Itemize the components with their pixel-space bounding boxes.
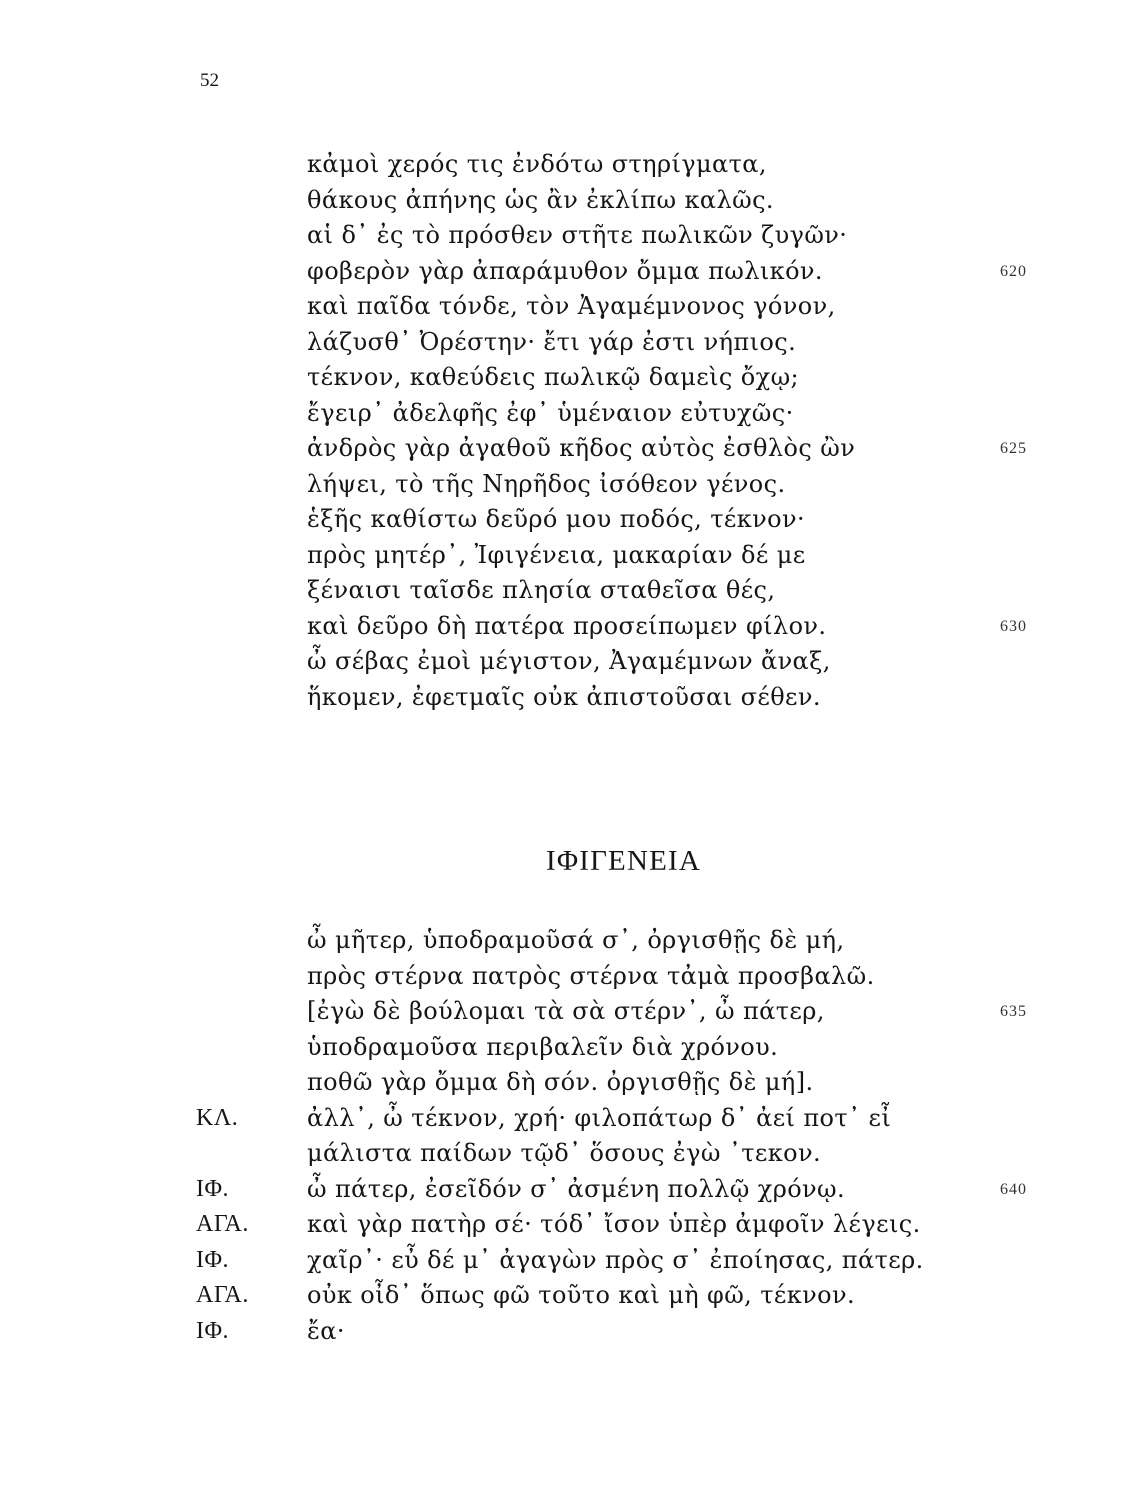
verse-line [0,680,1137,716]
verse-line [0,1136,1137,1172]
verse-text: ἀνδρὸς γὰρ ἀγαθοῦ κῆδος αὐτὸς ἐσθλὸς ὢν [307,434,856,462]
verse-text: πρὸς μητέρ᾽, Ἰφιγένεια, μακαρίαν δέ με [307,540,806,569]
verse-line [0,609,1137,645]
speaker-label: ΙΦ. [196,1175,230,1202]
speaker-label: ΑΓΑ. [196,1211,249,1237]
verse-block-dialogue [0,923,1137,1349]
verse-line [0,538,1137,574]
verse-text: οὐκ οἶδ᾽ ὅπως φῶ τοῦτο καὶ μὴ φῶ, τέκνον. [307,1281,855,1309]
line-number: 620 [1000,262,1027,280]
verse-line [0,1030,1137,1066]
verse-line [0,994,1137,1030]
verse-block-chorus [0,147,1137,715]
verse-line [0,923,1137,959]
verse-line [0,467,1137,503]
speaker-heading: ΙΦΙΓΕΝΕΙΑ [545,845,702,877]
speaker-label: ΙΦ. [196,1246,230,1273]
speaker-label: ΑΓΑ. [196,1282,249,1308]
verse-text: ἑξῆς καθίστω δεῦρό μου ποδός, τέκνον· [307,505,805,533]
verse-text: ἥκομεν, ἐφετμαῖς οὐκ ἀπιστοῦσαι σέθεν. [307,682,821,711]
verse-line [0,431,1137,467]
verse-line [0,254,1137,290]
verse-line [0,218,1137,254]
verse-line [0,1314,1137,1350]
verse-line [0,1172,1137,1208]
verse-line [0,325,1137,361]
verse-text: [ἐγὼ δὲ βούλομαι τὰ σὰ στέρν᾽, ὦ πάτερ, [307,997,825,1025]
verse-text: αἱ δ᾽ ἐς τὸ πρόσθεν στῆτε πωλικῶν ζυγῶν· [307,221,848,249]
verse-line [0,289,1137,325]
verse-text: φοβερὸν γὰρ ἀπαράμυθον ὄμμα πωλικόν. [307,256,823,285]
verse-text: τέκνον, καθεύδεις πωλικῷ δαμεὶς ὄχῳ; [307,363,800,391]
verse-text: θάκους ἀπήνης ὡς ἂν ἐκλίπω καλῶς. [307,185,774,214]
verse-line [0,644,1137,680]
verse-line [0,360,1137,396]
verse-line [0,1207,1137,1243]
line-number: 625 [1000,440,1027,457]
speaker-label: ΙΦ. [196,1317,230,1344]
verse-text: ἀλλ᾽, ὦ τέκνον, χρή· φιλοπάτωρ δ᾽ ἀεί ποτ᾽ εἶ [307,1103,892,1132]
verse-line [0,959,1137,995]
line-number: 640 [1000,1180,1027,1198]
verse-text: ἔα· [307,1316,345,1345]
speaker-label: ΚΛ. [196,1104,239,1131]
verse-text: ξέναισι ταῖσδε πλησία σταθεῖσα θές, [307,576,776,604]
verse-text: κἀμοὶ χερός τις ἐνδότω στηρίγματα, [307,150,767,178]
verse-line [0,1243,1137,1279]
verse-text: καὶ παῖδα τόνδε, τὸν Ἀγαμέμνονος γόνον, [307,292,836,320]
verse-text: λάζυσθ᾽ Ὀρέστην· ἔτι γάρ ἐστι νήπιος. [307,327,797,356]
verse-line [0,573,1137,609]
verse-text: ὑποδραμοῦσα περιβαλεῖν διὰ χρόνου. [307,1032,779,1061]
verse-text: ποθῶ γὰρ ὄμμα δὴ σόν. ὀργισθῇς δὲ μή]. [307,1068,814,1096]
verse-line [0,1065,1137,1101]
verse-line [0,396,1137,432]
verse-line [0,502,1137,538]
page-number: 52 [200,70,219,91]
verse-text: ὦ μῆτερ, ὑποδραμοῦσά σ᾽, ὀργισθῇς δὲ μή, [307,926,845,954]
verse-line [0,1278,1137,1314]
verse-text: μάλιστα παίδων τῷδ᾽ ὅσους ἐγὼ ᾽τεκον. [307,1139,822,1167]
verse-line [0,1101,1137,1137]
line-number: 635 [1000,1003,1027,1020]
verse-text: καὶ γὰρ πατὴρ σέ· τόδ᾽ ἴσον ὑπὲρ ἀμφοῖν λέγεις. [307,1210,921,1238]
verse-text: λήψει, τὸ τῆς Νηρῆδος ἰσόθεον γένος. [307,469,786,498]
verse-text: χαῖρ᾽· εὖ δέ μ᾽ ἀγαγὼν πρὸς σ᾽ ἐποίησας, πάτερ. [307,1245,924,1274]
verse-line [0,183,1137,219]
line-number: 630 [1000,617,1027,635]
verse-text: πρὸς στέρνα πατρὸς στέρνα τἀμὰ προσβαλῶ. [307,961,875,990]
verse-text: ὦ σέβας ἐμοὶ μέγιστον, Ἀγαμέμνων ἄναξ, [307,647,831,675]
verse-text: ἔγειρ᾽ ἀδελφῆς ἐφ᾽ ὑμέναιον εὐτυχῶς· [307,398,794,427]
verse-text: ὦ πάτερ, ἐσεῖδόν σ᾽ ἀσμένη πολλῷ χρόνῳ. [307,1174,846,1203]
verse-text: καὶ δεῦρο δὴ πατέρα προσείπωμεν φίλον. [307,611,827,640]
verse-line [0,147,1137,183]
